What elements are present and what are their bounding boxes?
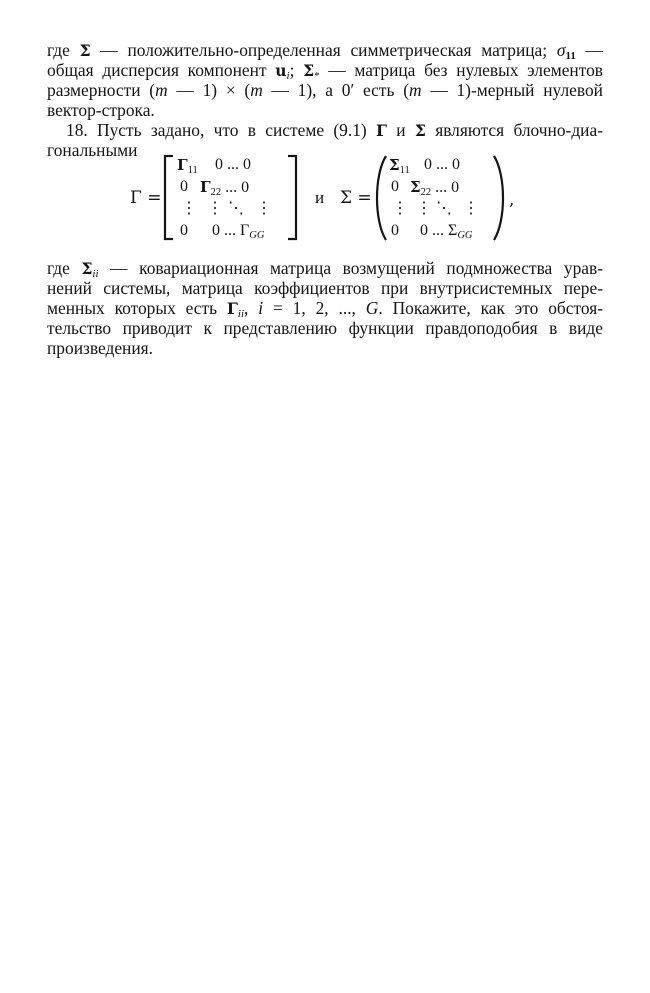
- sigma-matrix-cell: ⋮: [416, 200, 432, 217]
- text-line: нений системы, матрица коэффициентов при внутрисистемных пере-: [47, 278, 603, 298]
- text-line: где Σ — положительно-определенная симметрическая матрица; $\sigma_{11}$ —: [47, 40, 603, 62]
- text-line: менных которых есть $\Gamma_{ii}$, i = 1, 2, ..., G. Покажите, как это обстоя-: [47, 298, 603, 320]
- sigma-matrix-cell: ⋮: [392, 200, 408, 217]
- text-line: произведения.: [47, 338, 153, 358]
- gamma-matrix-cell: $\Gamma_{22}$ ... 0: [200, 178, 250, 198]
- text-line: общая дисперсия компонент $u_i$; $\Sigma_*$ — матрица без нулевых элементов: [47, 60, 604, 82]
- sigma-symbol: Σ: [414, 121, 426, 140]
- text-line: гональными: [47, 140, 138, 160]
- sigma-matrix-cell: 0 ... 0: [424, 156, 460, 173]
- gamma-matrix-cell: 0: [180, 222, 188, 239]
- text-line: размерности (m — 1) × (m — 1), а 0′ есть (m — 1)-мерный нулевой: [47, 80, 603, 100]
- and-word: и: [315, 188, 325, 207]
- block-diagonal-equation: [0, 0, 650, 260]
- sigma-symbol: Σ: [303, 61, 315, 80]
- right-parenthesis: [492, 155, 508, 241]
- sigma-variable: σ: [556, 40, 566, 60]
- sigma-symbol: Σ: [81, 259, 93, 278]
- trailing-comma: ,: [509, 190, 515, 210]
- exercise-heading-line: 18. Пусть задано, что в системе (9.1) Γ и Σ являются блочно-диа-: [66, 120, 603, 140]
- gamma-label: Γ =: [130, 188, 162, 208]
- u-vector: u: [275, 61, 287, 80]
- gamma-matrix-cell: ⋱: [228, 200, 244, 217]
- sigma-label: Σ =: [340, 188, 372, 208]
- sigma-matrix-cell: ⋮: [463, 200, 479, 217]
- gamma-matrix-cell: 0: [180, 178, 188, 195]
- sigma-matrix-cell: ⋱: [436, 200, 452, 217]
- sigma-matrix-cell: 0: [391, 178, 399, 195]
- left-parenthesis: [372, 155, 388, 241]
- right-square-bracket: [287, 155, 299, 241]
- text-line: тельство приводит к представлению функции правдоподобия в виде: [47, 318, 603, 338]
- sigma-matrix-cell: 0 ... $\Sigma_{GG}$: [420, 222, 473, 241]
- gamma-symbol: Γ: [226, 299, 238, 318]
- gamma-symbol: Γ: [375, 121, 387, 140]
- left-square-bracket: [163, 155, 175, 241]
- gamma-matrix-cell: ⋮: [256, 200, 272, 217]
- gamma-matrix-cell: ⋮: [181, 200, 197, 217]
- gamma-matrix-cell: $\Gamma_{11}$: [177, 156, 198, 176]
- gamma-matrix-cell: 0 ... $\Gamma_{GG}$: [212, 222, 265, 241]
- text-line: где $\Sigma_{ii}$ — ковариационная матрица возмущений подмножества урав-: [47, 258, 603, 280]
- sigma-symbol: Σ: [79, 41, 91, 60]
- sigma-matrix-cell: $\Sigma_{22}$ ... 0: [410, 178, 460, 198]
- text-line: вектор-строка.: [47, 100, 155, 120]
- sigma-matrix-cell: $\Sigma_{11}$: [389, 156, 410, 176]
- gamma-matrix-cell: 0 ... 0: [215, 156, 251, 173]
- gamma-matrix-cell: ⋮: [207, 200, 223, 217]
- sigma-matrix-cell: 0: [391, 222, 399, 239]
